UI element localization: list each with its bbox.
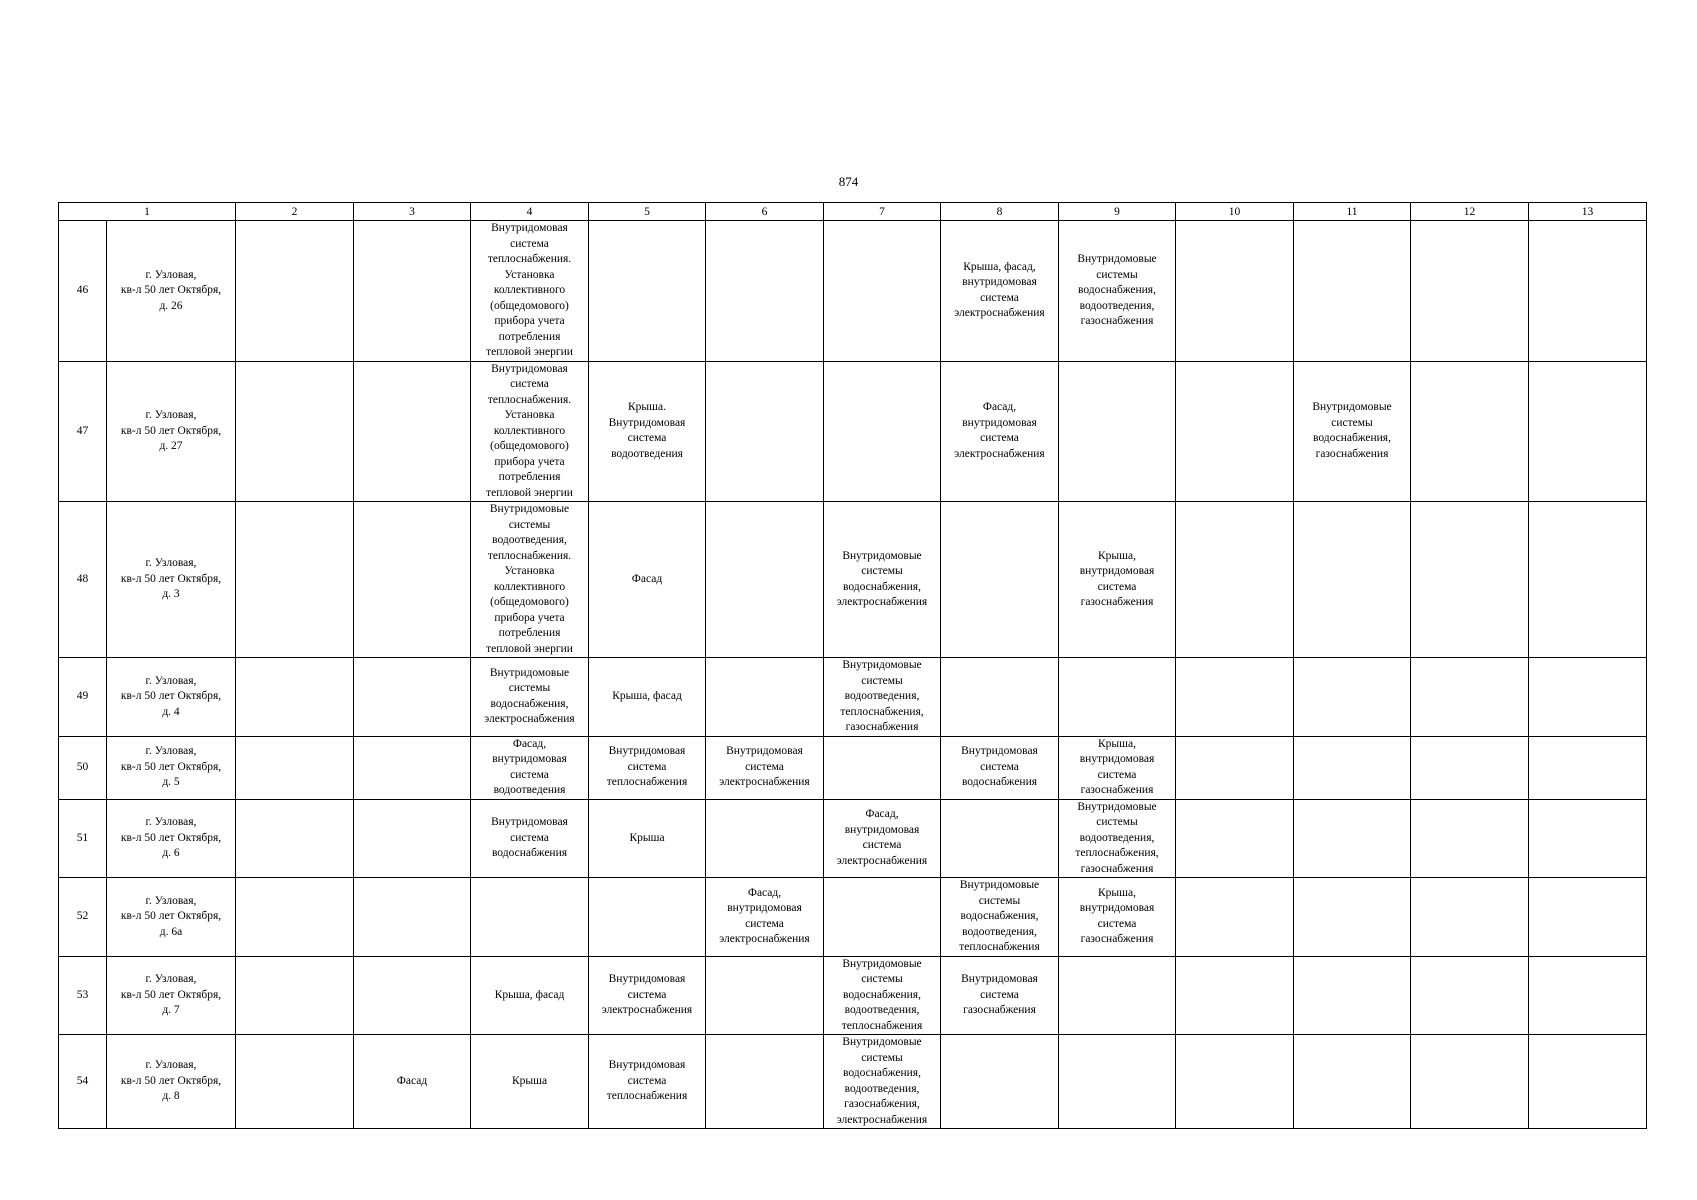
row-address-text: г. Узловая, кв-л 50 лет Октября, д. 26 xyxy=(120,268,222,312)
page-number: 874 xyxy=(838,174,859,189)
cell-col-4-text: Крыша, фасад xyxy=(494,988,565,1001)
cell-col-3 xyxy=(354,878,471,957)
cell-col-10 xyxy=(1176,658,1294,737)
column-header: 11 xyxy=(1294,203,1411,221)
cell-col-4-text: Внутридомовая система теплоснабжения. Установка коллективного (общедомового) прибора учета потребления тепловой энергии xyxy=(486,362,573,499)
row-address-text: г. Узловая, кв-л 50 лет Октября, д. 6а xyxy=(120,894,222,938)
table-row xyxy=(59,878,1647,957)
row-number-text: 50 xyxy=(76,760,89,773)
row-number xyxy=(59,799,107,878)
cell-col-12 xyxy=(1411,361,1529,502)
cell-col-9-text: Внутридомовые системы водоснабжения, водоотведения, газоснабжения xyxy=(1077,253,1157,327)
cell-col-5 xyxy=(589,221,706,362)
cell-col-4 xyxy=(471,878,589,957)
column-header: 12 xyxy=(1411,203,1529,221)
cell-col-9 xyxy=(1059,736,1176,799)
cell-col-2 xyxy=(236,361,354,502)
cell-col-4 xyxy=(471,658,589,737)
cell-col-8 xyxy=(941,956,1059,1035)
cell-col-4 xyxy=(471,1035,589,1129)
cell-col-8 xyxy=(941,502,1059,658)
cell-col-5-text: Внутридомовая система теплоснабжения xyxy=(606,1059,688,1103)
cell-col-12 xyxy=(1411,658,1529,737)
cell-col-7 xyxy=(824,221,941,362)
cell-col-5 xyxy=(589,1035,706,1129)
cell-col-11 xyxy=(1294,956,1411,1035)
row-address-text: г. Узловая, кв-л 50 лет Октября, д. 5 xyxy=(120,745,222,789)
cell-col-9 xyxy=(1059,799,1176,878)
row-number-text: 47 xyxy=(76,424,89,437)
cell-col-2 xyxy=(236,736,354,799)
cell-col-5-text: Внутридомовая система теплоснабжения xyxy=(606,745,688,789)
cell-col-13 xyxy=(1529,658,1647,737)
cell-col-8 xyxy=(941,1035,1059,1129)
row-number-text: 52 xyxy=(76,910,89,922)
row-address-text: г. Узловая, кв-л 50 лет Октября, д. 27 xyxy=(120,409,222,452)
column-header: 4 xyxy=(471,203,589,221)
column-header: 5 xyxy=(589,203,706,221)
cell-col-6 xyxy=(706,799,824,878)
cell-col-13 xyxy=(1529,1035,1647,1129)
cell-col-10 xyxy=(1176,956,1294,1035)
cell-col-11 xyxy=(1294,799,1411,878)
column-header: 1 xyxy=(59,203,236,221)
cell-col-2 xyxy=(236,1035,354,1129)
table-row xyxy=(59,736,1647,799)
cell-col-6 xyxy=(706,956,824,1035)
cell-col-3 xyxy=(354,502,471,658)
cell-col-13 xyxy=(1529,221,1647,362)
cell-col-12 xyxy=(1411,956,1529,1035)
cell-col-4 xyxy=(471,502,589,658)
cell-col-8-text: Внутридомовая система газоснабжения xyxy=(961,973,1038,1016)
cell-col-13 xyxy=(1529,736,1647,799)
row-number xyxy=(59,361,107,502)
cell-col-4-text: Внутридомовая система водоснабжения xyxy=(491,816,568,859)
cell-col-7-text: Внутридомовые системы водоснабжения, водоотведения, газоснабжения, электроснабжения xyxy=(836,1036,928,1126)
table-row xyxy=(59,799,1647,878)
cell-col-10 xyxy=(1176,799,1294,878)
cell-col-9 xyxy=(1059,878,1176,957)
cell-col-2 xyxy=(236,658,354,737)
cell-col-9-text: Крыша, внутридомовая система газоснабжения xyxy=(1079,549,1155,608)
cell-col-8 xyxy=(941,221,1059,362)
row-number xyxy=(59,878,107,957)
table-row xyxy=(59,361,1647,502)
cell-col-3 xyxy=(354,956,471,1035)
row-address-text: г. Узловая, кв-л 50 лет Октября, д. 8 xyxy=(120,1059,222,1103)
table-row xyxy=(59,502,1647,658)
cell-col-10 xyxy=(1176,736,1294,799)
cell-col-9-text: Крыша, внутридомовая система газоснабжения xyxy=(1079,886,1155,946)
cell-col-9-text: Крыша, внутридомовая система газоснабжения xyxy=(1079,737,1155,796)
cell-col-5-text: Крыша. Внутридомовая система водоотведения xyxy=(608,401,686,460)
cell-col-3 xyxy=(354,736,471,799)
row-address xyxy=(107,502,236,658)
cell-col-4-text: Крыша xyxy=(511,1074,548,1087)
row-number xyxy=(59,1035,107,1129)
row-number-text: 54 xyxy=(76,1074,89,1087)
cell-col-8 xyxy=(941,736,1059,799)
column-header: 9 xyxy=(1059,203,1176,221)
cell-col-7 xyxy=(824,878,941,957)
cell-col-11 xyxy=(1294,658,1411,737)
cell-col-6 xyxy=(706,658,824,737)
cell-col-13 xyxy=(1529,878,1647,957)
cell-col-5-text: Крыша xyxy=(629,831,665,844)
column-header: 2 xyxy=(236,203,354,221)
row-address xyxy=(107,221,236,362)
row-address-text: г. Узловая, кв-л 50 лет Октября, д. 3 xyxy=(120,557,222,601)
cell-col-3 xyxy=(354,1035,471,1129)
table-row xyxy=(59,1035,1647,1129)
cell-col-10 xyxy=(1176,502,1294,658)
column-header: 8 xyxy=(941,203,1059,221)
cell-col-10 xyxy=(1176,361,1294,502)
cell-col-7 xyxy=(824,361,941,502)
column-header: 7 xyxy=(824,203,941,221)
row-address-text: г. Узловая, кв-л 50 лет Октября, д. 4 xyxy=(120,674,222,718)
cell-col-10 xyxy=(1176,221,1294,362)
cell-col-11 xyxy=(1294,878,1411,957)
column-header: 3 xyxy=(354,203,471,221)
row-number-text: 51 xyxy=(76,831,89,844)
cell-col-7 xyxy=(824,502,941,658)
cell-col-5-text: Внутридомовая система электроснабжения xyxy=(601,973,693,1016)
cell-col-11 xyxy=(1294,502,1411,658)
cell-col-8 xyxy=(941,878,1059,957)
cell-col-4 xyxy=(471,221,589,362)
repair-schedule-table xyxy=(58,202,1647,1129)
cell-col-8 xyxy=(941,361,1059,502)
cell-col-5 xyxy=(589,736,706,799)
cell-col-9 xyxy=(1059,361,1176,502)
cell-col-13 xyxy=(1529,361,1647,502)
row-number-text: 46 xyxy=(76,284,89,296)
cell-col-5 xyxy=(589,878,706,957)
cell-col-7-text: Внутридомовые системы водоснабжения, водоотведения, теплоснабжения xyxy=(841,957,923,1032)
cell-col-2 xyxy=(236,221,354,362)
cell-col-8-text: Внутридомовые системы водоснабжения, водоотведения, теплоснабжения xyxy=(959,879,1040,953)
cell-col-9 xyxy=(1059,658,1176,737)
cell-col-3 xyxy=(354,658,471,737)
cell-col-11 xyxy=(1294,736,1411,799)
cell-col-5 xyxy=(589,799,706,878)
row-number xyxy=(59,736,107,799)
cell-col-3 xyxy=(354,361,471,502)
row-address xyxy=(107,956,236,1035)
cell-col-13 xyxy=(1529,956,1647,1035)
cell-col-6 xyxy=(706,502,824,658)
cell-col-9 xyxy=(1059,1035,1176,1129)
row-number-text: 49 xyxy=(76,690,89,702)
cell-col-3-text: Фасад xyxy=(396,1074,428,1087)
cell-col-7-text: Внутридомовые системы водоотведения, теплоснабжения, газоснабжения xyxy=(840,659,924,733)
cell-col-11 xyxy=(1294,1035,1411,1129)
cell-col-11-text: Внутридомовые системы водоснабжения, газоснабжения xyxy=(1312,401,1392,460)
cell-col-7 xyxy=(824,956,941,1035)
row-number xyxy=(59,502,107,658)
cell-col-12 xyxy=(1411,221,1529,362)
cell-col-10 xyxy=(1176,878,1294,957)
cell-col-8-text: Внутридомовая система водоснабжения xyxy=(961,745,1038,789)
column-header: 13 xyxy=(1529,203,1647,221)
row-address-text: г. Узловая, кв-л 50 лет Октября, д. 7 xyxy=(120,973,222,1016)
cell-col-8 xyxy=(941,658,1059,737)
cell-col-8-text: Крыша, фасад, внутридомовая система электроснабжения xyxy=(954,260,1045,320)
cell-col-13 xyxy=(1529,799,1647,878)
cell-col-9-text: Внутридомовые системы водоотведения, теплоснабжения, газоснабжения xyxy=(1075,800,1159,875)
cell-col-4-text: Фасад, внутридомовая система водоотведения xyxy=(492,737,567,796)
table-row xyxy=(59,658,1647,737)
cell-col-5 xyxy=(589,361,706,502)
cell-col-12 xyxy=(1411,878,1529,957)
cell-col-7 xyxy=(824,799,941,878)
row-address xyxy=(107,878,236,957)
cell-col-5 xyxy=(589,502,706,658)
cell-col-6 xyxy=(706,361,824,502)
cell-col-5-text: Крыша, фасад xyxy=(612,690,682,702)
cell-col-6-text: Внутридомовая система электроснабжения xyxy=(719,745,810,789)
row-address xyxy=(107,658,236,737)
cell-col-12 xyxy=(1411,1035,1529,1129)
cell-col-9 xyxy=(1059,221,1176,362)
table-body xyxy=(59,203,1647,1129)
cell-col-6 xyxy=(706,221,824,362)
cell-col-2 xyxy=(236,878,354,957)
cell-col-2 xyxy=(236,799,354,878)
row-address xyxy=(107,361,236,502)
column-header: 10 xyxy=(1176,203,1294,221)
cell-col-11 xyxy=(1294,361,1411,502)
cell-col-4-text: Внутридомовые системы водоотведения, теплоснабжения. Установка коллективного (общедомового) прибора учета потребления тепловой энергии xyxy=(486,503,573,655)
row-number-text: 48 xyxy=(76,572,89,585)
cell-col-12 xyxy=(1411,736,1529,799)
cell-col-2 xyxy=(236,502,354,658)
table-row xyxy=(59,221,1647,362)
cell-col-10 xyxy=(1176,1035,1294,1129)
cell-col-5 xyxy=(589,956,706,1035)
cell-col-8-text: Фасад, внутридомовая система электроснабжения xyxy=(954,401,1045,460)
table-row xyxy=(59,956,1647,1035)
cell-col-12 xyxy=(1411,799,1529,878)
cell-col-3 xyxy=(354,799,471,878)
cell-col-7 xyxy=(824,1035,941,1129)
cell-col-7-text: Внутридомовые системы водоснабжения, электроснабжения xyxy=(836,549,928,608)
cell-col-5-text: Фасад xyxy=(631,572,663,585)
cell-col-4 xyxy=(471,736,589,799)
cell-col-12 xyxy=(1411,502,1529,658)
cell-col-7-text: Фасад, внутридомовая система электроснабжения xyxy=(836,808,928,867)
cell-col-2 xyxy=(236,956,354,1035)
cell-col-9 xyxy=(1059,956,1176,1035)
row-number-text: 53 xyxy=(76,988,89,1001)
row-number xyxy=(59,658,107,737)
row-address xyxy=(107,736,236,799)
row-address-text: г. Узловая, кв-л 50 лет Октября, д. 6 xyxy=(120,816,222,859)
cell-col-7 xyxy=(824,736,941,799)
cell-col-5 xyxy=(589,658,706,737)
cell-col-6 xyxy=(706,736,824,799)
row-address xyxy=(107,799,236,878)
cell-col-6 xyxy=(706,878,824,957)
row-number xyxy=(59,956,107,1035)
cell-col-4 xyxy=(471,799,589,878)
cell-col-8 xyxy=(941,799,1059,878)
cell-col-4-text: Внутридомовая система теплоснабжения. Установка коллективного (общедомового) прибора учета потребления тепловой энергии xyxy=(486,222,573,358)
column-header: 6 xyxy=(706,203,824,221)
cell-col-13 xyxy=(1529,502,1647,658)
row-number xyxy=(59,221,107,362)
cell-col-6-text: Фасад, внутридомовая система электроснабжения xyxy=(719,886,810,946)
cell-col-3 xyxy=(354,221,471,362)
cell-col-7 xyxy=(824,658,941,737)
cell-col-9 xyxy=(1059,502,1176,658)
cell-col-11 xyxy=(1294,221,1411,362)
cell-col-4-text: Внутридомовые системы водоснабжения, электроснабжения xyxy=(484,666,575,726)
cell-col-6 xyxy=(706,1035,824,1129)
cell-col-4 xyxy=(471,956,589,1035)
row-address xyxy=(107,1035,236,1129)
cell-col-4 xyxy=(471,361,589,502)
column-header-row xyxy=(59,203,1647,221)
